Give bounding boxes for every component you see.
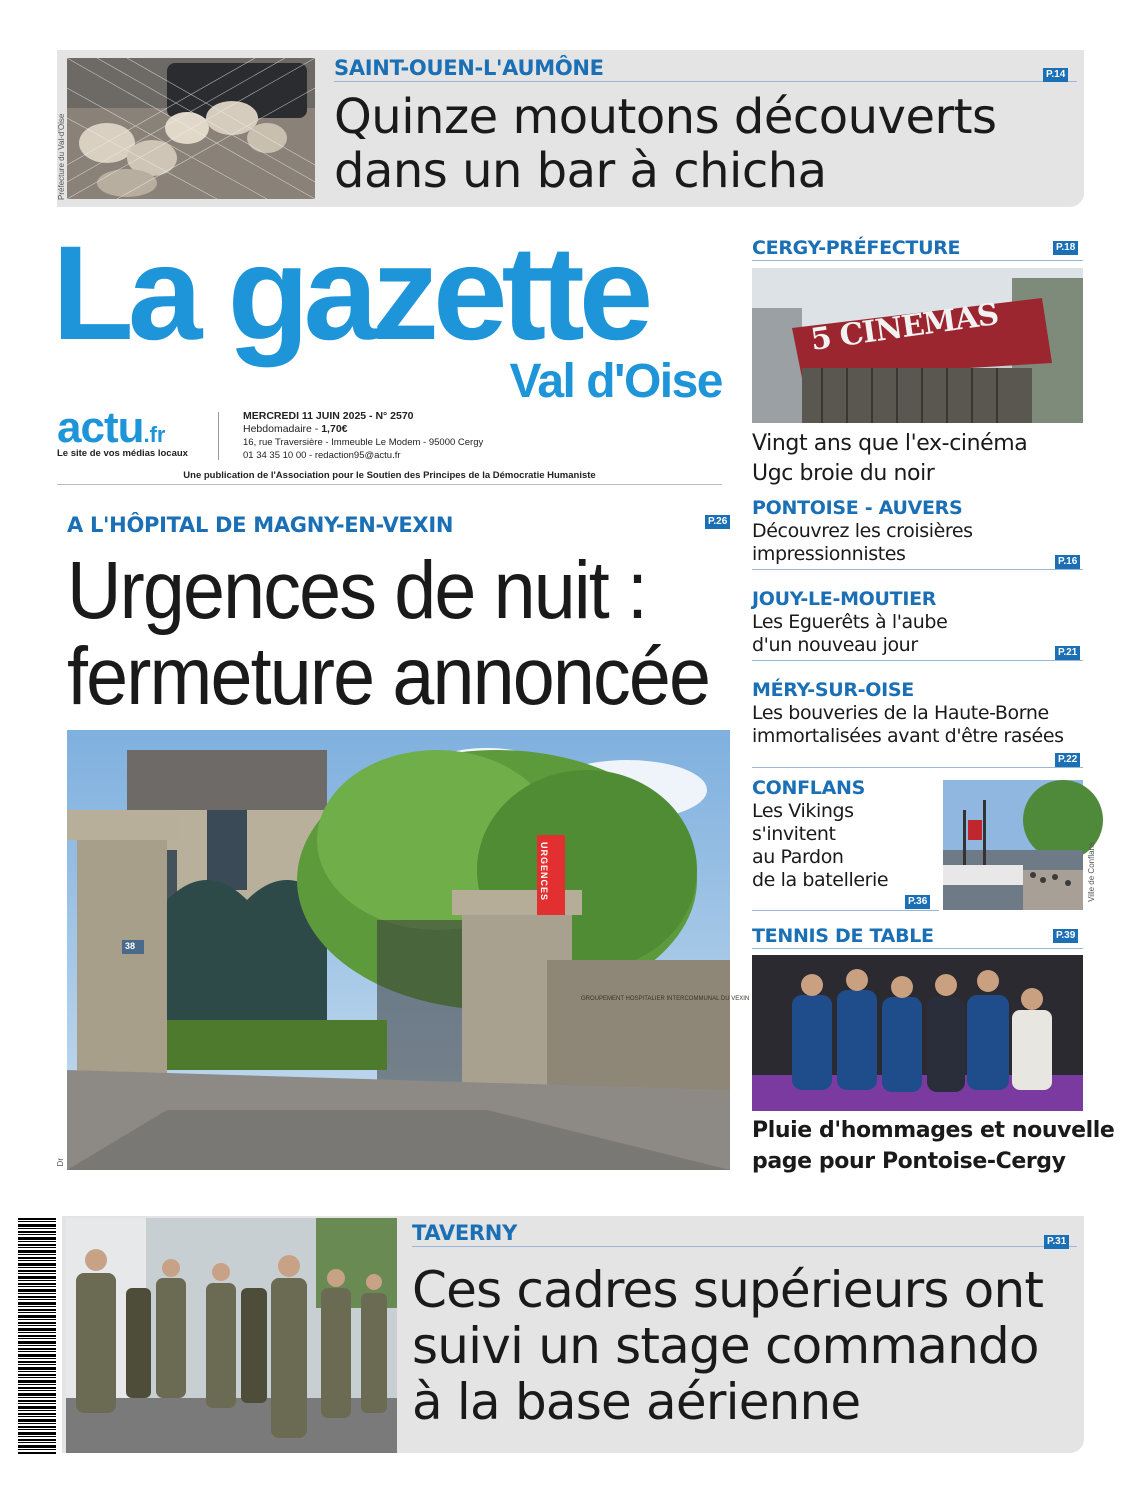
brief-kicker: JOUY-LE-MOUTIER [752,588,937,610]
issue-info [243,410,483,462]
top-teaser[interactable] [57,50,1084,207]
masthead-subtitle: Val d'Oise [509,355,722,408]
page-ref: P.16 [1055,555,1080,569]
photo-credit: Préfecture du Val-d'Oise [57,113,66,200]
main-kicker: A L'HÔPITAL DE MAGNY-EN-VEXIN [67,513,454,537]
cinema-sign: 5 CINEMAS [808,297,1001,358]
title-line: page pour Pontoise-Cergy [752,1149,1066,1174]
address: 16, rue Traversière - Immeuble Le Modem - 95000 Cergy [243,437,484,448]
frequency: Hebdomadaire - [243,423,322,435]
title-line: immortalisées avant d'être rasées [752,725,1064,747]
tennis-kicker: TENNIS DE TABLE [752,925,934,947]
photo-credit: Ville de Conflans [1087,842,1096,902]
conflans-title[interactable] [752,800,888,892]
page-ref: P.26 [705,515,730,529]
price-line [243,423,483,436]
title-line: Les bouveries de la Haute-Borne [752,702,1049,724]
title-line: Découvrez les croisières [752,520,973,542]
title-line: Pluie d'hommages et nouvelle [752,1118,1115,1143]
contact: 01 34 35 10 00 - redaction95@actu.fr [243,450,401,461]
divider [752,260,1083,261]
title-line: impressionnistes [752,543,906,565]
commando-photo [66,1218,397,1453]
tennis-title [752,1115,1114,1177]
bottom-teaser-kicker: TAVERNY [412,1221,517,1245]
brief-title[interactable] [752,702,1064,748]
divider [412,1246,1077,1247]
page-ref: P.18 [1053,241,1078,255]
divider [752,948,1083,949]
tennis-team-photo[interactable] [752,955,1083,1111]
headline-line: suivi un stage commando [412,1317,1039,1375]
top-teaser-kicker: SAINT-OUEN-L'AUMÔNE [334,56,604,80]
masthead-title: La gazette [52,219,648,368]
divider [752,569,1083,570]
brief-title[interactable] [752,520,973,566]
sheep-photo [67,58,315,199]
page-ref: P.21 [1055,646,1080,660]
headline-line: Urgences de nuit : [67,545,647,636]
bottom-teaser[interactable] [62,1216,1084,1453]
headline-line: Quinze moutons découverts [334,89,997,145]
title-line: Les Eguerêts à l'aube [752,611,948,633]
brief-title[interactable] [752,611,947,657]
number-plate: 38 [125,941,136,951]
conflans-kicker: CONFLANS [752,777,865,799]
main-headline[interactable] [67,545,710,722]
actu-logo[interactable] [57,404,188,459]
divider [752,910,939,911]
title-line: s'invitent [752,823,836,845]
price: 1,70€ [321,423,348,435]
brief-kicker: PONTOISE - AUVERS [752,497,963,519]
page-ref: P.39 [1053,929,1078,943]
hospital-photo[interactable] [67,730,750,1170]
page-ref: P.31 [1044,1235,1069,1249]
divider [752,660,1083,661]
page-ref: P.22 [1055,753,1080,767]
page-ref: P.36 [905,895,930,909]
vikings-photo[interactable] [943,780,1083,910]
page-ref: P.14 [1043,68,1068,82]
date-issue: MERCREDI 11 JUIN 2025 - N° 2570 [243,410,414,422]
cinema-kicker: CERGY-PRÉFECTURE [752,237,961,259]
headline-line: à la base aérienne [412,1373,861,1431]
cinema-title [752,429,1027,489]
divider [57,484,722,485]
actu-wordmark: actu [57,403,144,452]
publisher-line: Une publication de l'Association pour le Soutien des Principes de la Démocratie Humaniste [183,470,596,481]
actu-tld: .fr [143,422,166,447]
photo-credit: Dr [56,1158,65,1167]
actu-tagline: Le site de vos médias locaux [57,448,188,459]
headline-line: dans un bar à chicha [334,143,827,199]
title-line: Vingt ans que l'ex-cinéma [752,431,1028,456]
title-line: au Pardon [752,846,844,868]
divider [334,81,1077,82]
divider [218,412,219,460]
title-line: de la batellerie [752,869,889,891]
headline-line: Ces cadres supérieurs ont [412,1261,1044,1319]
wall-sign: GROUPEMENT HOSPITALIER INTERCOMMUNAL DU VEXIN [581,996,750,1002]
urgences-sign: URGENCES [539,842,549,902]
brief-kicker: MÉRY-SUR-OISE [752,679,914,701]
bottom-teaser-headline [412,1262,1043,1430]
headline-line: fermeture annoncée [67,631,710,722]
title-line: Les Vikings [752,800,854,822]
cinema-photo[interactable] [752,268,1083,423]
top-teaser-headline [334,90,997,198]
title-line: Ugc broie du noir [752,461,935,486]
barcode [18,1218,56,1454]
title-line: d'un nouveau jour [752,634,918,656]
divider [752,767,1083,768]
